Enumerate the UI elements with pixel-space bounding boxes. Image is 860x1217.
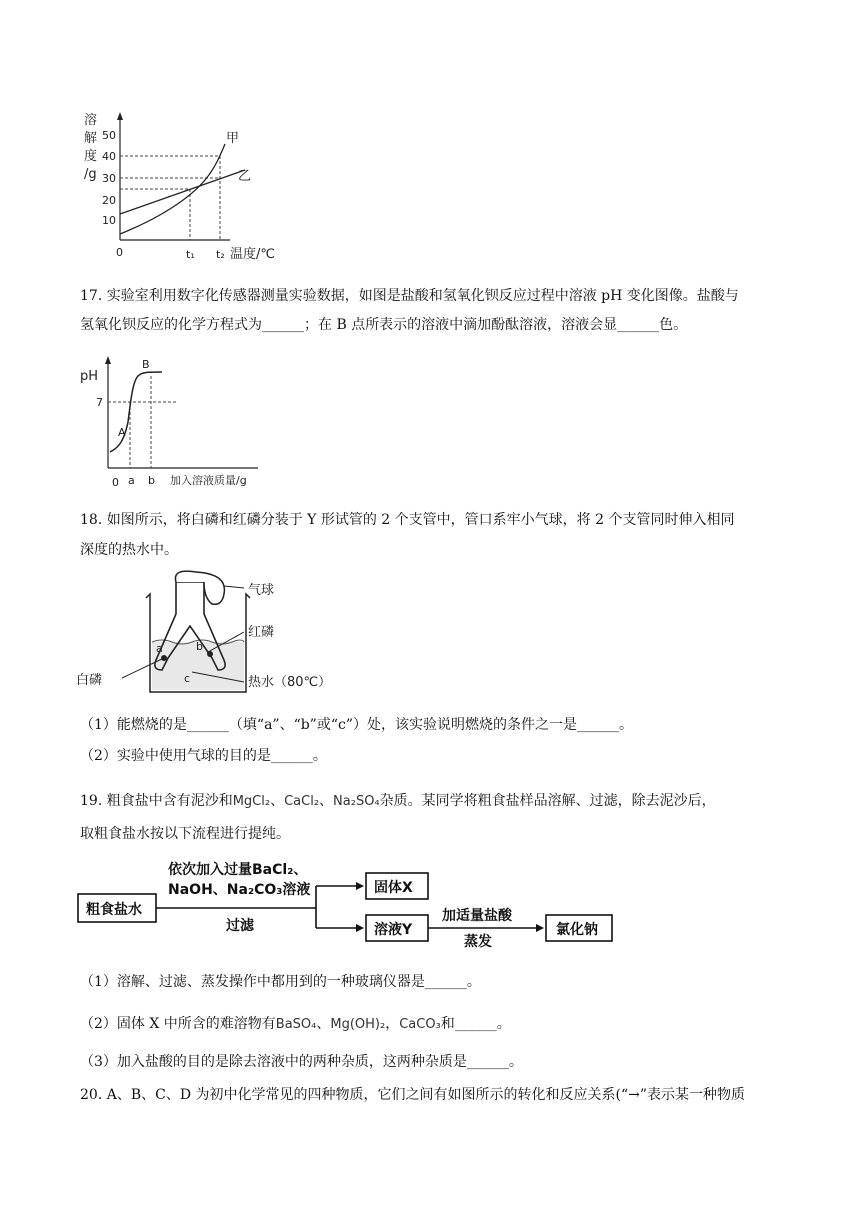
ph-point-b: B bbox=[142, 358, 150, 371]
formula-baso4: BaSO₄ bbox=[275, 1017, 317, 1032]
formula-caco3: CaCO₃ bbox=[399, 1017, 441, 1032]
ytick-30: 30 bbox=[102, 172, 116, 185]
q18-line2: 深度的热水中。 bbox=[80, 542, 178, 558]
q17-line2: 氢氧化钡反应的化学方程式为______；在 B 点所表示的溶液中滴加酚酞溶液，溶液会显______色。 bbox=[80, 317, 688, 333]
label-b: b bbox=[196, 640, 203, 653]
box-crude-brine-label: 粗食盐水 bbox=[86, 902, 142, 918]
red-p-label: 红磷 bbox=[248, 625, 275, 640]
curve-yi bbox=[120, 170, 245, 214]
ph-xlabel: 加入溶液质量/g bbox=[170, 474, 247, 487]
label-c: c bbox=[184, 672, 191, 685]
sep: 、 bbox=[319, 793, 334, 809]
label-a: a bbox=[156, 642, 163, 655]
q20-line1: 20. A、B、C、D 为初中化学常见的四种物质，它们之间有如图所示的转化和反应关系(“→”表示某一种物质 bbox=[80, 1087, 746, 1103]
sep: 、 bbox=[270, 793, 285, 809]
ph-ylabel: pH bbox=[80, 369, 99, 384]
formula-mgcl2: MgCl₂ bbox=[232, 794, 271, 809]
reagent-line2: NaOH、Na₂CO₃溶液 bbox=[168, 882, 311, 898]
y-axis-arrow bbox=[117, 112, 123, 120]
sep: 、 bbox=[316, 1016, 331, 1032]
box-solution-y-label: 溶液Y bbox=[374, 922, 413, 938]
ph-chart bbox=[78, 352, 278, 492]
q19-sub2 bbox=[80, 1010, 511, 1039]
y-tube-figure bbox=[72, 570, 342, 700]
arrow-head-solution bbox=[356, 924, 364, 932]
q18-line1: 18. 如图所示，将白磷和红磷分装于 Y 形试管的 2 个支管中，管口系牢小气球，将 2 个支管同时伸入相同 bbox=[80, 512, 735, 528]
balloon-label: 气球 bbox=[248, 583, 275, 598]
ytick-20: 20 bbox=[102, 194, 116, 207]
red-p-dot bbox=[207, 651, 213, 657]
filter-label: 过滤 bbox=[226, 918, 254, 934]
ytick-10: 10 bbox=[102, 214, 116, 227]
ylabel-char: 解 bbox=[84, 131, 98, 146]
ylabel-char: 溶 bbox=[84, 113, 98, 128]
formula-cacl2: CaCl₂ bbox=[284, 794, 320, 809]
q18-sub1: （1）能燃烧的是______（填“a”、“b”或“c”）处，该实验说明燃烧的条件之一是______。 bbox=[80, 717, 633, 733]
curve-jia-label: 甲 bbox=[226, 131, 240, 146]
balloon-shape bbox=[175, 571, 224, 604]
box-solid-x-label: 固体X bbox=[374, 880, 413, 896]
arrow-head-solid bbox=[356, 882, 364, 890]
xtick-t1: t₁ bbox=[186, 248, 195, 261]
solubility-ylabel bbox=[84, 112, 97, 182]
formula-na2so4: Na₂SO₄ bbox=[333, 794, 380, 809]
origin-label: 0 bbox=[116, 246, 123, 259]
q19-sub3: （3）加入盐酸的目的是除去溶液中的两种杂质，这两种杂质是______。 bbox=[80, 1054, 523, 1070]
flowchart bbox=[76, 856, 636, 956]
ph-xtick-a: a bbox=[128, 474, 135, 487]
q19-line1-pre: 19. 粗食盐中含有泥沙和 bbox=[80, 793, 233, 809]
evap-label: 蒸发 bbox=[464, 934, 492, 950]
q19-line2: 取粗食盐水按以下流程进行提纯。 bbox=[80, 826, 290, 842]
balloon-pointer bbox=[224, 586, 244, 588]
box-nacl-label: 氯化钠 bbox=[556, 922, 598, 938]
curve-yi-label: 乙 bbox=[238, 169, 252, 184]
ph-y-arrow bbox=[105, 356, 111, 364]
xtick-t2: t₂ bbox=[216, 248, 225, 261]
arrow-head-acid bbox=[536, 924, 544, 932]
acid-label: 加适量盐酸 bbox=[442, 908, 512, 924]
solubility-chart bbox=[80, 108, 300, 266]
formula-mgoh2: Mg(OH)₂ bbox=[330, 1017, 386, 1032]
ylabel-char: /g bbox=[84, 167, 97, 182]
reagent-line1: 依次加入过量BaCl₂、 bbox=[168, 862, 308, 878]
ph-ytick-7: 7 bbox=[96, 396, 103, 409]
ph-origin: 0 bbox=[112, 476, 119, 489]
sep: ， bbox=[385, 1016, 400, 1032]
ytick-40: 40 bbox=[102, 150, 116, 163]
ph-xtick-b: b bbox=[148, 474, 155, 487]
ph-point-a: A bbox=[118, 426, 126, 439]
q19-sub1: （1）溶解、过滤、蒸发操作中都用到的一种玻璃仪器是______。 bbox=[80, 974, 481, 990]
q19-sub2-pre: （2）固体 X 中所含的难溶物有 bbox=[80, 1016, 276, 1032]
ph-curve bbox=[110, 372, 162, 452]
solubility-xlabel: 温度/℃ bbox=[230, 247, 275, 262]
q18-sub2: （2）实验中使用气球的目的是______。 bbox=[80, 748, 327, 764]
q19-line1-post: 杂质。某同学将粗食盐样品溶解、过滤，除去泥沙后， bbox=[379, 793, 716, 809]
white-p-label: 白磷 bbox=[76, 673, 103, 688]
q19-sub2-post: 和______。 bbox=[440, 1016, 511, 1032]
q17-line1: 17. 实验室利用数字化传感器测量实验数据，如图是盐酸和氢氧化钡反应过程中溶液 pH 变化图像。盐酸与 bbox=[80, 288, 739, 304]
ytick-50: 50 bbox=[102, 129, 116, 142]
white-p-dot bbox=[161, 655, 167, 661]
q19-line1 bbox=[80, 787, 716, 816]
hot-water-label: 热水（80℃） bbox=[248, 675, 332, 690]
ylabel-char: 度 bbox=[84, 149, 98, 164]
